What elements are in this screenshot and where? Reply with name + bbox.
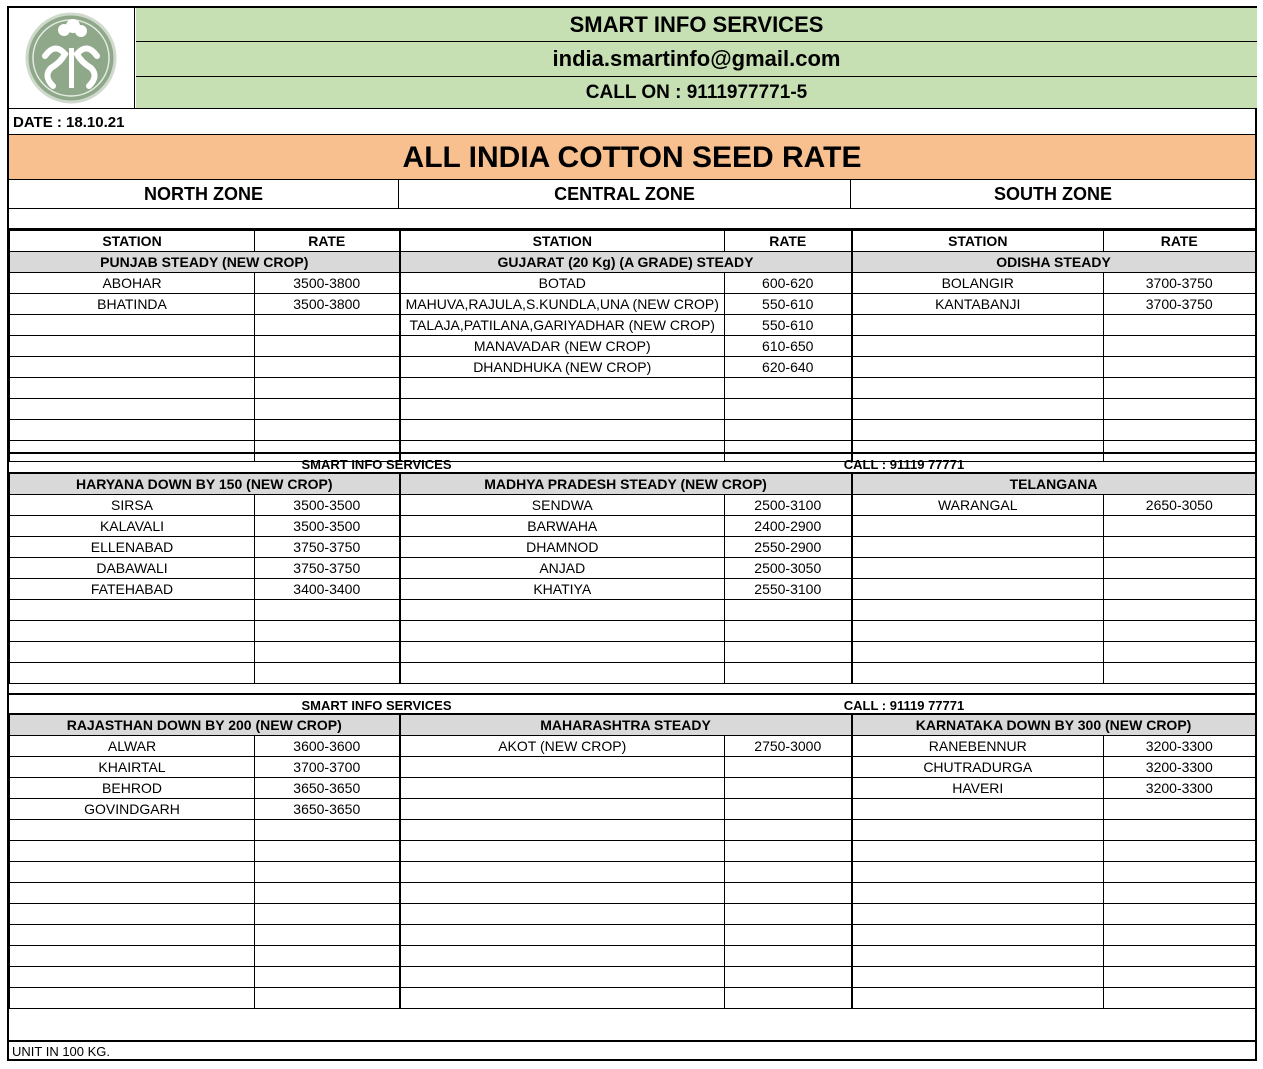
zone-central: CENTRAL ZONE [399, 180, 851, 208]
empty-cell [10, 967, 255, 988]
station-cell: DHAMNOD [400, 537, 725, 558]
empty-cell [1104, 663, 1256, 684]
table-row [10, 579, 1256, 600]
rate-cell: 3200-3300 [1104, 736, 1256, 757]
empty-cell [1104, 862, 1256, 883]
company-email: india.smartinfo@gmail.com [136, 42, 1257, 77]
empty-cell [725, 778, 852, 799]
station-cell: ANJAD [400, 558, 725, 579]
table-row [10, 642, 1256, 663]
empty-cell [1104, 420, 1256, 441]
empty-cell [725, 967, 852, 988]
empty-cell [10, 925, 255, 946]
empty-cell [1104, 967, 1256, 988]
empty-cell [852, 516, 1104, 537]
rate-table [9, 230, 1257, 462]
table-row [10, 558, 1256, 579]
table-row [10, 294, 1256, 315]
empty-cell [725, 399, 852, 420]
empty-cell [255, 862, 400, 883]
station-cell: SIRSA [10, 495, 255, 516]
empty-cell [10, 357, 255, 378]
company-name: SMART INFO SERVICES [136, 8, 1257, 42]
table-row [10, 736, 1256, 757]
empty-cell [1104, 579, 1256, 600]
section-title: GUJARAT (20 Kg) (A GRADE) STEADY [497, 254, 754, 270]
promo-band [9, 452, 1255, 473]
empty-cell [852, 579, 1104, 600]
empty-cell [852, 621, 1104, 642]
station-cell: HAVERI [852, 778, 1104, 799]
section-note: (NEW CROP) [255, 717, 342, 733]
rate-cell: 3700-3750 [1104, 273, 1256, 294]
empty-cell [400, 642, 725, 663]
col-rate: RATE [1104, 231, 1256, 252]
station-cell: KANTABANJI [852, 294, 1104, 315]
band-call: CALL : 91119 77771 [843, 698, 965, 713]
station-cell: KHATIYA [400, 579, 725, 600]
empty-cell [255, 420, 400, 441]
station-cell: BOTAD [400, 273, 725, 294]
section-title: KARNATAKA DOWN BY 300 [915, 717, 1102, 733]
station-cell: ABOHAR [10, 273, 255, 294]
page-title: ALL INDIA COTTON SEED RATE [9, 135, 1255, 180]
section-heading [10, 474, 400, 495]
empty-cell [725, 862, 852, 883]
empty-cell [852, 883, 1104, 904]
table-row [10, 315, 1256, 336]
empty-cell [10, 820, 255, 841]
empty-cell [255, 820, 400, 841]
empty-cell [400, 399, 725, 420]
empty-cell [1104, 988, 1256, 1009]
empty-cell [400, 988, 725, 1009]
station-cell: MAHUVA,RAJULA,S.KUNDLA,UNA (NEW CROP) [400, 294, 725, 315]
empty-cell [1104, 357, 1256, 378]
empty-cell [725, 663, 852, 684]
empty-cell [10, 336, 255, 357]
empty-cell [10, 883, 255, 904]
section-title: TELANGANA [1009, 476, 1098, 492]
empty-cell [10, 862, 255, 883]
empty-cell [1104, 642, 1256, 663]
empty-cell [725, 904, 852, 925]
empty-cell [852, 537, 1104, 558]
empty-cell [255, 925, 400, 946]
section-heading [852, 715, 1256, 736]
rate-cell: 3200-3300 [1104, 757, 1256, 778]
station-cell: KHAIRTAL [10, 757, 255, 778]
station-cell: ALWAR [10, 736, 255, 757]
band-company: SMART INFO SERVICES [301, 698, 452, 713]
empty-cell [400, 757, 725, 778]
empty-cell [400, 663, 725, 684]
rate-cell: 2650-3050 [1104, 495, 1256, 516]
rate-sheet [7, 6, 1257, 1061]
zone-north: NORTH ZONE [9, 180, 399, 208]
section-note: (NEW CROP) [1105, 717, 1192, 733]
station-cell: ELLENABAD [10, 537, 255, 558]
empty-cell [725, 420, 852, 441]
empty-cell [255, 967, 400, 988]
empty-cell [725, 621, 852, 642]
rate-cell: 3650-3650 [255, 799, 400, 820]
col-rate: RATE [255, 231, 400, 252]
table-row [10, 820, 1256, 841]
table-row [10, 925, 1256, 946]
empty-cell [852, 946, 1104, 967]
section-heading [400, 474, 852, 495]
table-row [10, 988, 1256, 1009]
section-heading [852, 252, 1256, 273]
empty-cell [852, 967, 1104, 988]
table-row [10, 537, 1256, 558]
rate-cell: 2550-2900 [725, 537, 852, 558]
empty-cell [255, 988, 400, 1009]
empty-cell [1104, 820, 1256, 841]
table-row [10, 516, 1256, 537]
station-cell: SENDWA [400, 495, 725, 516]
station-cell: DABAWALI [10, 558, 255, 579]
empty-cell [400, 778, 725, 799]
empty-cell [10, 600, 255, 621]
empty-cell [852, 315, 1104, 336]
empty-cell [10, 621, 255, 642]
empty-cell [400, 862, 725, 883]
empty-cell [255, 642, 400, 663]
station-cell: RANEBENNUR [852, 736, 1104, 757]
empty-cell [852, 663, 1104, 684]
empty-cell [725, 642, 852, 663]
empty-cell [1104, 378, 1256, 399]
rate-cell: 3750-3750 [255, 558, 400, 579]
empty-cell [10, 420, 255, 441]
empty-cell [1104, 558, 1256, 579]
empty-cell [852, 357, 1104, 378]
empty-cell [725, 757, 852, 778]
rate-cell: 2550-3100 [725, 579, 852, 600]
empty-cell [1104, 799, 1256, 820]
station-cell: DHANDHUKA (NEW CROP) [400, 357, 725, 378]
rate-cell: 2400-2900 [725, 516, 852, 537]
band-company: SMART INFO SERVICES [301, 457, 452, 472]
empty-cell [852, 820, 1104, 841]
empty-cell [255, 883, 400, 904]
rate-cell: 2750-3000 [725, 736, 852, 757]
section-title: MADHYA PRADESH STEADY (NEW CROP) [484, 476, 767, 492]
empty-cell [852, 642, 1104, 663]
station-cell: GOVINDGARH [10, 799, 255, 820]
rate-cell: 550-610 [725, 315, 852, 336]
empty-cell [255, 399, 400, 420]
empty-cell [400, 621, 725, 642]
section-note: (NEW CROP) [222, 254, 309, 270]
rate-table [9, 473, 1257, 684]
empty-cell [1104, 399, 1256, 420]
table-row [10, 495, 1256, 516]
table-row [10, 778, 1256, 799]
empty-cell [852, 378, 1104, 399]
empty-cell [852, 420, 1104, 441]
table-row [10, 378, 1256, 399]
empty-cell [1104, 883, 1256, 904]
station-cell: TALAJA,PATILANA,GARIYADHAR (NEW CROP) [400, 315, 725, 336]
empty-cell [10, 946, 255, 967]
empty-cell [255, 600, 400, 621]
promo-band [9, 693, 1255, 714]
table-row [10, 904, 1256, 925]
empty-cell [400, 925, 725, 946]
section-heading [10, 252, 400, 273]
table-row [10, 862, 1256, 883]
empty-cell [255, 336, 400, 357]
rate-cell: 2500-3100 [725, 495, 852, 516]
table-row [10, 967, 1256, 988]
empty-cell [255, 378, 400, 399]
section-note: (NEW CROP) [246, 476, 333, 492]
table-row [10, 357, 1256, 378]
cotton-logo-icon [9, 8, 134, 108]
report-date: DATE : 18.10.21 [9, 108, 1255, 135]
rate-cell: 3700-3700 [255, 757, 400, 778]
rate-cell: 3750-3750 [255, 537, 400, 558]
section-heading [400, 252, 852, 273]
empty-cell [255, 841, 400, 862]
empty-cell [10, 663, 255, 684]
company-phone: CALL ON : 9111977771-5 [136, 77, 1257, 108]
empty-cell [255, 946, 400, 967]
rate-cell: 600-620 [725, 273, 852, 294]
empty-cell [400, 946, 725, 967]
empty-cell [852, 799, 1104, 820]
rate-cell: 3500-3800 [255, 294, 400, 315]
section-title: HARYANA DOWN BY 150 [76, 476, 243, 492]
rate-cell: 610-650 [725, 336, 852, 357]
empty-cell [1104, 516, 1256, 537]
empty-cell [400, 799, 725, 820]
col-station: STATION [400, 231, 725, 252]
table-row [10, 621, 1256, 642]
empty-cell [852, 925, 1104, 946]
empty-cell [400, 820, 725, 841]
table-row [10, 883, 1256, 904]
empty-cell [255, 904, 400, 925]
empty-cell [10, 841, 255, 862]
empty-cell [10, 315, 255, 336]
station-cell: AKOT (NEW CROP) [400, 736, 725, 757]
rate-cell: 3700-3750 [1104, 294, 1256, 315]
station-cell: WARANGAL [852, 495, 1104, 516]
station-cell: BHATINDA [10, 294, 255, 315]
rate-cell: 550-610 [725, 294, 852, 315]
empty-cell [1104, 841, 1256, 862]
section-title: MAHARASHTRA STEADY [540, 717, 711, 733]
empty-cell [255, 663, 400, 684]
empty-cell [400, 378, 725, 399]
empty-cell [852, 399, 1104, 420]
empty-cell [10, 642, 255, 663]
empty-cell [852, 600, 1104, 621]
spacer-row [9, 209, 1255, 230]
rate-cell: 3500-3500 [255, 516, 400, 537]
zone-headers [9, 180, 1255, 209]
table-row [10, 273, 1256, 294]
empty-cell [255, 357, 400, 378]
empty-cell [852, 862, 1104, 883]
table-row [10, 946, 1256, 967]
empty-cell [852, 988, 1104, 1009]
empty-cell [852, 336, 1104, 357]
empty-cell [852, 904, 1104, 925]
station-cell: BOLANGIR [852, 273, 1104, 294]
table-row [10, 663, 1256, 684]
station-cell: BARWAHA [400, 516, 725, 537]
empty-cell [1104, 336, 1256, 357]
empty-cell [1104, 600, 1256, 621]
rate-cell: 3500-3800 [255, 273, 400, 294]
band-call: CALL : 91119 77771 [843, 457, 965, 472]
rate-cell: 3650-3650 [255, 778, 400, 799]
rate-cell: 3200-3300 [1104, 778, 1256, 799]
table-row [10, 420, 1256, 441]
empty-cell [400, 904, 725, 925]
table-row [10, 841, 1256, 862]
zone-south: SOUTH ZONE [993, 184, 1112, 204]
unit-note: UNIT IN 100 KG. [9, 1040, 1255, 1059]
empty-cell [852, 841, 1104, 862]
empty-cell [1104, 946, 1256, 967]
empty-cell [725, 799, 852, 820]
section-heading [10, 715, 400, 736]
empty-cell [725, 883, 852, 904]
empty-cell [725, 600, 852, 621]
empty-cell [725, 820, 852, 841]
section-title: ODISHA STEADY [996, 254, 1111, 270]
table-row [10, 757, 1256, 778]
empty-cell [725, 378, 852, 399]
empty-cell [725, 988, 852, 1009]
empty-cell [1104, 904, 1256, 925]
table-row [10, 799, 1256, 820]
empty-cell [725, 841, 852, 862]
empty-cell [10, 399, 255, 420]
rate-cell: 3400-3400 [255, 579, 400, 600]
station-cell: FATEHABAD [10, 579, 255, 600]
empty-cell [1104, 621, 1256, 642]
empty-cell [255, 621, 400, 642]
section-title: PUNJAB STEADY [100, 254, 219, 270]
table-row [10, 336, 1256, 357]
col-station: STATION [852, 231, 1104, 252]
empty-cell [852, 558, 1104, 579]
empty-cell [255, 315, 400, 336]
station-cell: MANAVADAR (NEW CROP) [400, 336, 725, 357]
empty-cell [10, 378, 255, 399]
empty-cell [400, 883, 725, 904]
station-cell: KALAVALI [10, 516, 255, 537]
col-station: STATION [10, 231, 255, 252]
table-row [10, 600, 1256, 621]
empty-cell [400, 841, 725, 862]
station-cell: BEHROD [10, 778, 255, 799]
empty-cell [725, 925, 852, 946]
col-rate: RATE [725, 231, 852, 252]
empty-cell [400, 967, 725, 988]
rate-table [9, 714, 1257, 1009]
empty-cell [1104, 537, 1256, 558]
rate-cell: 620-640 [725, 357, 852, 378]
section-title: RAJASTHAN DOWN BY 200 [66, 717, 252, 733]
empty-cell [400, 420, 725, 441]
rate-cell: 3500-3500 [255, 495, 400, 516]
empty-cell [400, 600, 725, 621]
section-heading [400, 715, 852, 736]
section-heading [852, 474, 1256, 495]
table-row [10, 399, 1256, 420]
empty-cell [725, 946, 852, 967]
station-cell: CHUTRADURGA [852, 757, 1104, 778]
empty-cell [10, 988, 255, 1009]
empty-cell [1104, 315, 1256, 336]
company-logo [9, 8, 135, 108]
rate-cell: 3600-3600 [255, 736, 400, 757]
empty-cell [1104, 925, 1256, 946]
rate-cell: 2500-3050 [725, 558, 852, 579]
empty-cell [10, 904, 255, 925]
